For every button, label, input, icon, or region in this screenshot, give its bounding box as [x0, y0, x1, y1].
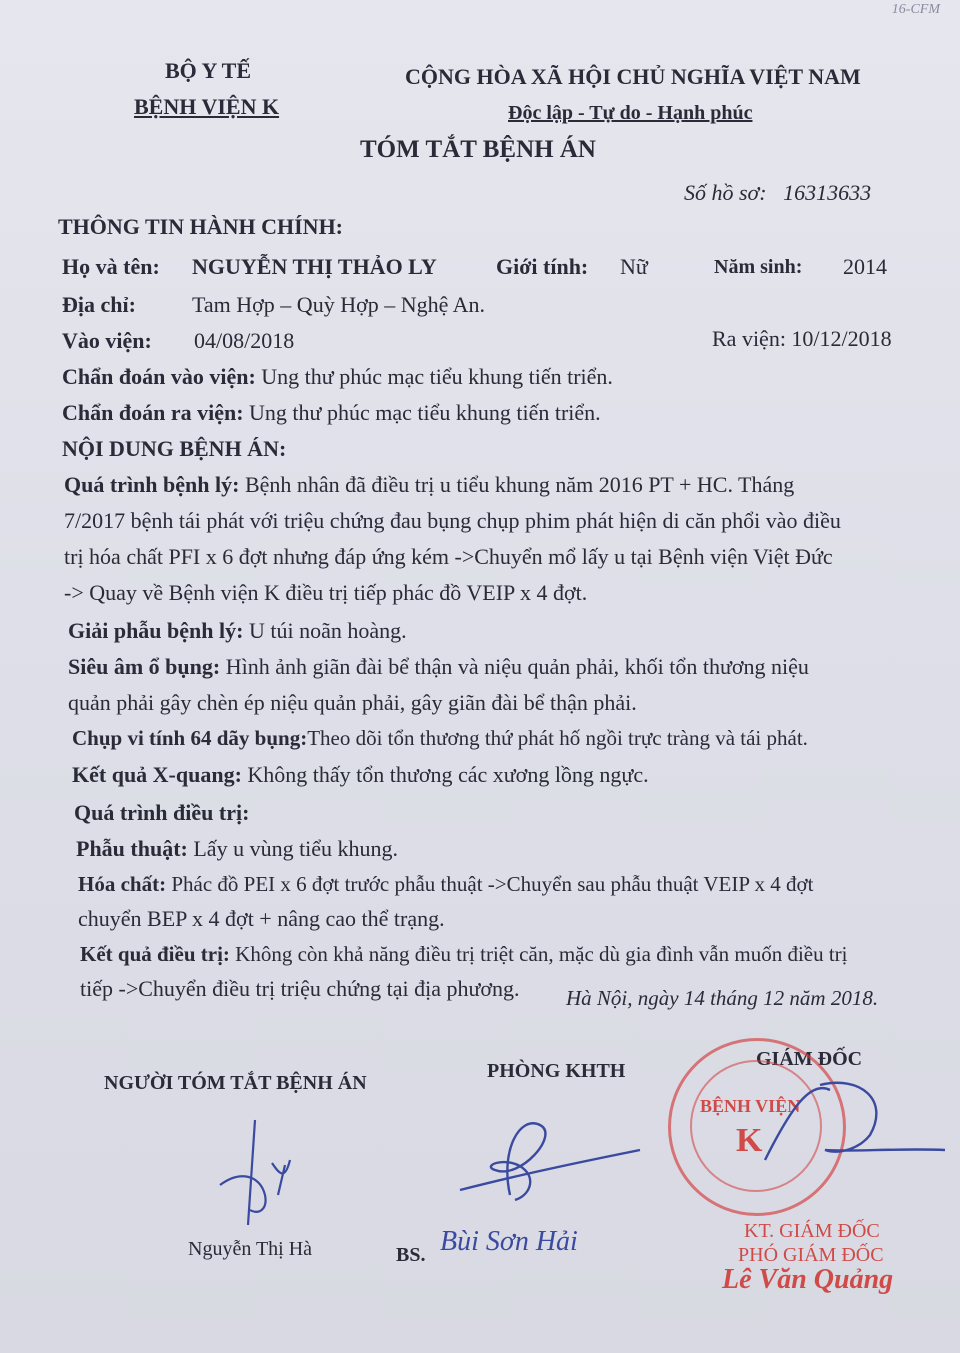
dept-signature [440, 1110, 650, 1220]
motto: Độc lập - Tự do - Hạnh phúc [508, 102, 753, 124]
record-label: Số hồ sơ: [684, 180, 767, 205]
dept-name: Bùi Sơn Hải [440, 1226, 578, 1257]
surgery-label: Phẫu thuật: [76, 836, 188, 861]
pathology-line [68, 618, 407, 644]
admin-heading: THÔNG TIN HÀNH CHÍNH: [58, 214, 344, 239]
gender-value: Nữ [620, 254, 648, 279]
deputy-name: Lê Văn Quảng [722, 1264, 894, 1295]
ultrasound-text-1: Hình ảnh giãn đài bể thận và niệu quản phải, khối tổn thương niệu [225, 654, 809, 679]
surgery-text: Lấy u vùng tiểu khung. [193, 836, 399, 861]
republic-name: CỘNG HÒA XÃ HỘI CHỦ NGHĨA VIỆT NAM [405, 64, 861, 89]
name-label: Họ và tên: [62, 254, 160, 279]
content-heading: NỘI DUNG BỆNH ÁN: [62, 436, 287, 461]
ultrasound-line-1 [68, 654, 809, 680]
treatment-heading: Quá trình điều trị: [74, 800, 250, 825]
summarizer-signature [200, 1115, 310, 1235]
dx-in-value: Ung thư phúc mạc tiểu khung tiến triển. [261, 364, 613, 389]
address-label: Địa chỉ: [62, 292, 136, 317]
chemo-text-1: Phác đồ PEI x 6 đợt trước phẫu thuật ->Chuyển sau phẫu thuật VEIP x 4 đợt [171, 872, 814, 896]
admit-date: 04/08/2018 [194, 328, 295, 353]
patient-name-line [62, 254, 160, 280]
diagnosis-in-line [62, 364, 613, 390]
history-label: Quá trình bệnh lý: [64, 472, 240, 497]
deputy-director-line: PHÓ GIÁM ĐỐC [738, 1244, 884, 1266]
xray-label: Kết quả X-quang: [72, 762, 242, 787]
stamp-text: BỆNH VIỆN [700, 1096, 801, 1116]
history-text-1: Bệnh nhân đã điều trị u tiểu khung năm 2016 PT + HC. Tháng [244, 472, 795, 497]
stamp-letter: K [736, 1122, 763, 1159]
discharge-date: Ra viện: 10/12/2018 [712, 326, 892, 351]
admit-line [62, 328, 152, 354]
result-text-1: Không còn khả năng điều trị triệt căn, mặc dù gia đình vẫn muốn điều trị [235, 942, 848, 966]
dx-out-value: Ung thư phúc mạc tiểu khung tiến triển. [249, 400, 601, 425]
ct-text: Theo dõi tổn thương thứ phát hố ngồi trực tràng và tái phát. [307, 726, 808, 750]
diagnosis-out-line [62, 400, 601, 426]
document-title: TÓM TẮT BỆNH ÁN [360, 136, 596, 163]
ministry-name: BỘ Y TẾ [165, 58, 251, 83]
ct-label: Chụp vi tính 64 dãy bụng: [72, 726, 308, 750]
birth-year: 2014 [843, 254, 887, 279]
gender-label: Giới tính: [496, 254, 589, 279]
record-number: 16313633 [783, 180, 872, 205]
corner-note: 16-CFM [891, 2, 940, 17]
xray-text: Không thấy tổn thương các xương lồng ngực. [247, 762, 649, 787]
summarizer-name: Nguyễn Thị Hà [188, 1238, 313, 1260]
history-line-4: -> Quay về Bệnh viện K điều trị tiếp phác đồ VEIP x 4 đợt. [64, 580, 588, 605]
xray-line [72, 762, 649, 788]
director-title: GIÁM ĐỐC [756, 1048, 863, 1070]
address-value: Tam Hợp – Quỳ Hợp – Nghệ An. [192, 292, 486, 317]
dept-prefix: BS. [396, 1244, 426, 1266]
patient-name: NGUYỄN THỊ THẢO LY [192, 254, 437, 279]
pathology-text: U túi noãn hoàng. [248, 618, 407, 643]
surgery-line [76, 836, 398, 862]
record-number-line [684, 180, 871, 206]
result-line-2: tiếp ->Chuyển điều trị triệu chứng tại địa phương. [80, 976, 520, 1001]
birth-label: Năm sinh: [714, 256, 803, 278]
summarizer-title: NGƯỜI TÓM TẮT BỆNH ÁN [104, 1072, 367, 1094]
director-signature [760, 1070, 950, 1170]
address-line [62, 292, 136, 318]
chemo-line-2: chuyển BEP x 4 đợt + nâng cao thể trạng. [78, 906, 445, 931]
result-label: Kết quả điều trị: [80, 942, 230, 966]
hospital-name: BỆNH VIỆN K [134, 94, 280, 119]
pathology-label: Giải phẫu bệnh lý: [68, 618, 244, 643]
admit-label: Vào viện: [62, 328, 152, 353]
ultrasound-line-2: quản phải gây chèn ép niệu quản phải, gây giãn đài bể thận phải. [68, 690, 637, 715]
history-line-1 [64, 472, 794, 498]
date-line: Hà Nội, ngày 14 tháng 12 năm 2018. [566, 986, 879, 1010]
result-line-1 [80, 942, 848, 967]
ultrasound-label: Siêu âm ổ bụng: [68, 654, 221, 679]
history-line-2: 7/2017 bệnh tái phát với triệu chứng đau bụng chụp phim phát hiện di căn phổi vào điều [64, 508, 841, 533]
dx-in-label: Chẩn đoán vào viện: [62, 364, 256, 389]
kt-director-line: KT. GIÁM ĐỐC [744, 1220, 880, 1242]
dept-title: PHÒNG KHTH [487, 1060, 626, 1082]
ct-line [72, 726, 808, 751]
chemo-line-1 [78, 872, 813, 897]
chemo-label: Hóa chất: [78, 872, 167, 896]
history-line-3: trị hóa chất PFI x 6 đợt nhưng đáp ứng kém ->Chuyển mổ lấy u tại Bệnh viện Việt Đức [64, 544, 833, 569]
dx-out-label: Chẩn đoán ra viện: [62, 400, 244, 425]
